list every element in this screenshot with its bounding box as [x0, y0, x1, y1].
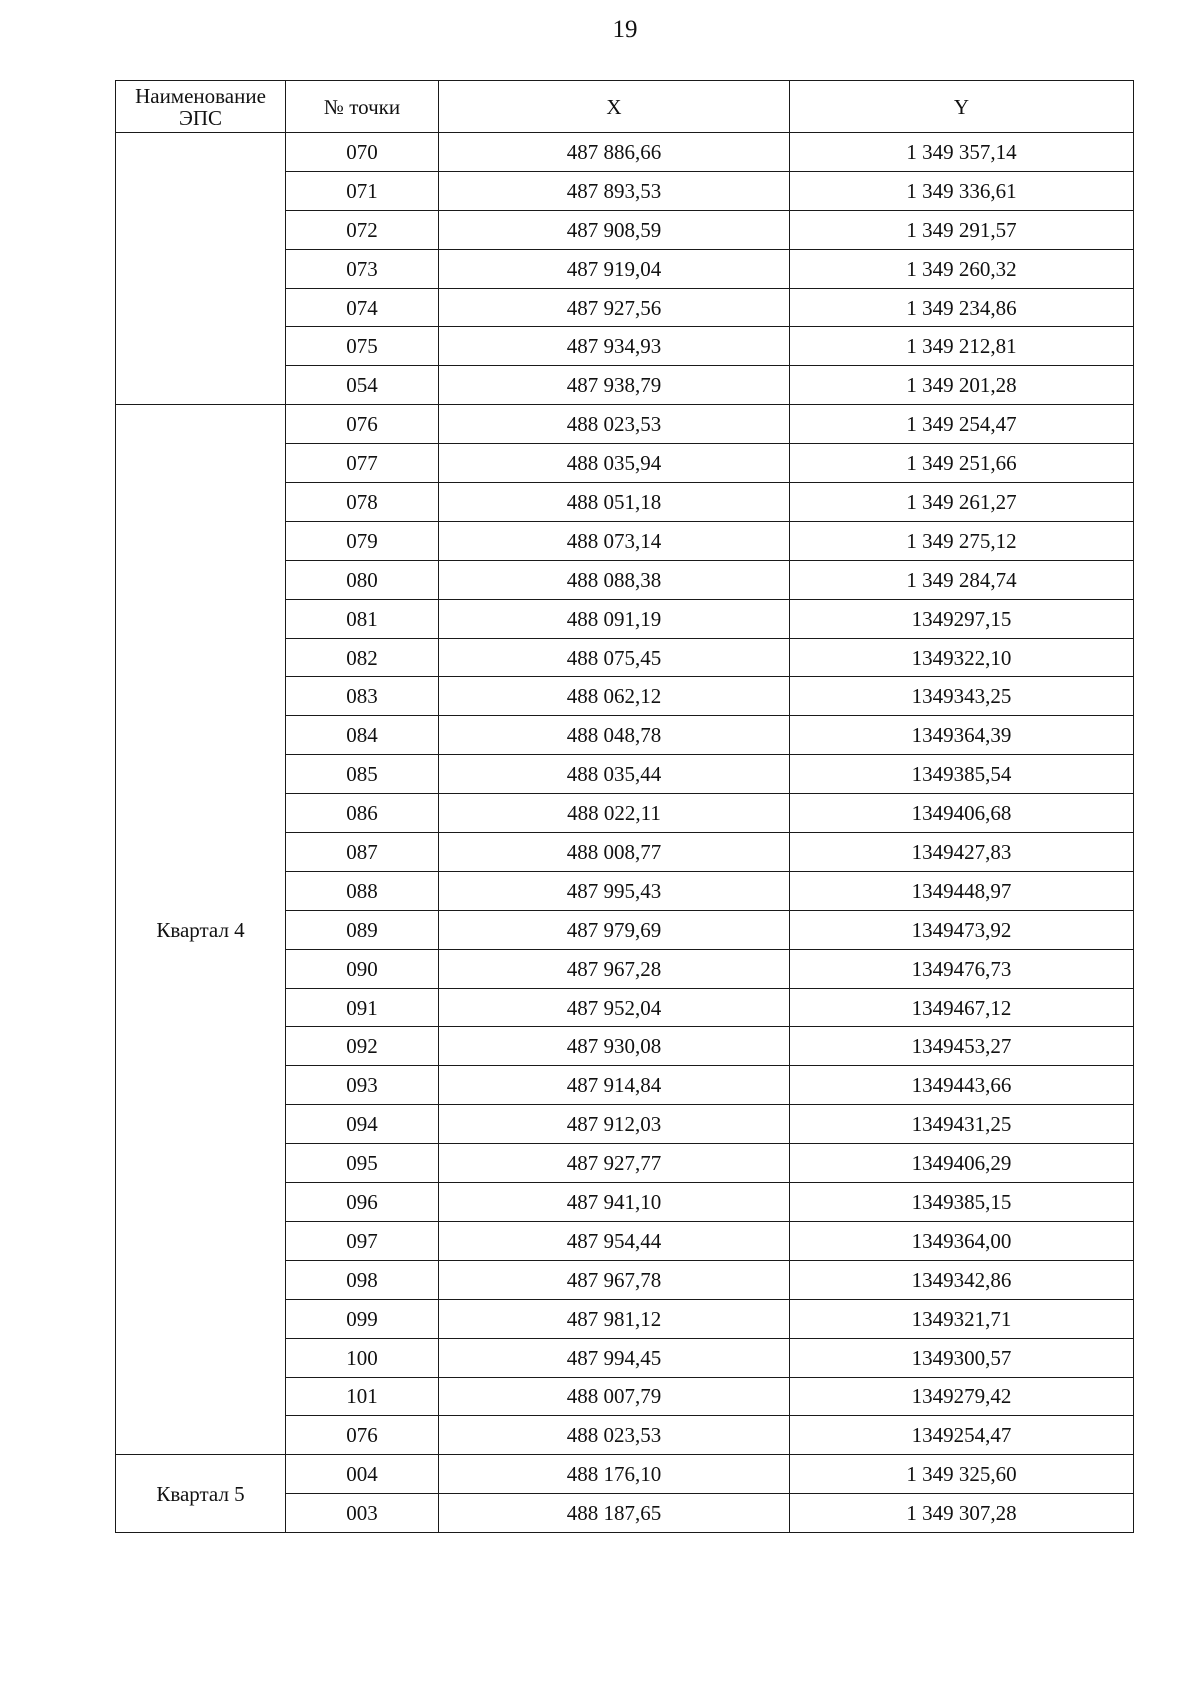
- table-row: [116, 133, 1134, 172]
- page-number: 19: [612, 16, 638, 43]
- point-number-cell: 074: [286, 288, 439, 327]
- y-coordinate-cell: 1 349 291,57: [790, 210, 1134, 249]
- point-number-cell: 090: [286, 949, 439, 988]
- x-coordinate-cell: 488 023,53: [439, 405, 790, 444]
- point-number-cell: 095: [286, 1144, 439, 1183]
- y-coordinate-cell: 1349364,39: [790, 716, 1134, 755]
- header-y: Y: [790, 81, 1134, 133]
- point-number-cell: 085: [286, 755, 439, 794]
- y-coordinate-cell: 1349254,47: [790, 1416, 1134, 1455]
- point-number-cell: 091: [286, 988, 439, 1027]
- x-coordinate-cell: 487 994,45: [439, 1338, 790, 1377]
- y-coordinate-cell: 1 349 307,28: [790, 1494, 1134, 1533]
- coordinates-table: [115, 80, 1134, 1533]
- header-point-number: № точки: [286, 81, 439, 133]
- y-coordinate-cell: 1349453,27: [790, 1027, 1134, 1066]
- x-coordinate-cell: 487 954,44: [439, 1221, 790, 1260]
- table-row: [116, 405, 1134, 444]
- eps-name-cell: Квартал 5: [116, 1455, 286, 1533]
- point-number-cell: 083: [286, 677, 439, 716]
- y-coordinate-cell: 1 349 212,81: [790, 327, 1134, 366]
- point-number-cell: 079: [286, 521, 439, 560]
- point-number-cell: 101: [286, 1377, 439, 1416]
- x-coordinate-cell: 487 908,59: [439, 210, 790, 249]
- header-x: X: [439, 81, 790, 133]
- y-coordinate-cell: 1349385,15: [790, 1183, 1134, 1222]
- point-number-cell: 075: [286, 327, 439, 366]
- y-coordinate-cell: 1349431,25: [790, 1105, 1134, 1144]
- header-eps-name-line1: Наименование: [135, 83, 266, 108]
- y-coordinate-cell: 1 349 260,32: [790, 249, 1134, 288]
- x-coordinate-cell: 487 886,66: [439, 133, 790, 172]
- point-number-cell: 099: [286, 1299, 439, 1338]
- x-coordinate-cell: 488 022,11: [439, 794, 790, 833]
- point-number-cell: 071: [286, 171, 439, 210]
- y-coordinate-cell: 1349297,15: [790, 599, 1134, 638]
- y-coordinate-cell: 1 349 275,12: [790, 521, 1134, 560]
- x-coordinate-cell: 488 176,10: [439, 1455, 790, 1494]
- point-number-cell: 084: [286, 716, 439, 755]
- x-coordinate-cell: 488 062,12: [439, 677, 790, 716]
- table-row: [116, 1455, 1134, 1494]
- x-coordinate-cell: 487 952,04: [439, 988, 790, 1027]
- x-coordinate-cell: 488 008,77: [439, 833, 790, 872]
- eps-name-cell: Квартал 4: [116, 405, 286, 1455]
- x-coordinate-cell: 487 938,79: [439, 366, 790, 405]
- x-coordinate-cell: 488 073,14: [439, 521, 790, 560]
- y-coordinate-cell: 1 349 261,27: [790, 483, 1134, 522]
- point-number-cell: 089: [286, 910, 439, 949]
- x-coordinate-cell: 488 023,53: [439, 1416, 790, 1455]
- point-number-cell: 100: [286, 1338, 439, 1377]
- point-number-cell: 004: [286, 1455, 439, 1494]
- point-number-cell: 098: [286, 1260, 439, 1299]
- y-coordinate-cell: 1 349 325,60: [790, 1455, 1134, 1494]
- x-coordinate-cell: 487 914,84: [439, 1066, 790, 1105]
- point-number-cell: 070: [286, 133, 439, 172]
- point-number-cell: 072: [286, 210, 439, 249]
- point-number-cell: 054: [286, 366, 439, 405]
- x-coordinate-cell: 487 934,93: [439, 327, 790, 366]
- x-coordinate-cell: 488 007,79: [439, 1377, 790, 1416]
- point-number-cell: 080: [286, 560, 439, 599]
- eps-name-cell: [116, 133, 286, 405]
- y-coordinate-cell: 1349406,68: [790, 794, 1134, 833]
- y-coordinate-cell: 1349300,57: [790, 1338, 1134, 1377]
- point-number-cell: 086: [286, 794, 439, 833]
- y-coordinate-cell: 1 349 357,14: [790, 133, 1134, 172]
- x-coordinate-cell: 488 051,18: [439, 483, 790, 522]
- y-coordinate-cell: 1349473,92: [790, 910, 1134, 949]
- point-number-cell: 078: [286, 483, 439, 522]
- point-number-cell: 076: [286, 1416, 439, 1455]
- x-coordinate-cell: 487 967,78: [439, 1260, 790, 1299]
- x-coordinate-cell: 488 035,94: [439, 444, 790, 483]
- x-coordinate-cell: 488 088,38: [439, 560, 790, 599]
- x-coordinate-cell: 487 927,77: [439, 1144, 790, 1183]
- y-coordinate-cell: 1349406,29: [790, 1144, 1134, 1183]
- point-number-cell: 088: [286, 871, 439, 910]
- y-coordinate-cell: 1349279,42: [790, 1377, 1134, 1416]
- x-coordinate-cell: 487 941,10: [439, 1183, 790, 1222]
- point-number-cell: 082: [286, 638, 439, 677]
- x-coordinate-cell: 487 981,12: [439, 1299, 790, 1338]
- x-coordinate-cell: 487 927,56: [439, 288, 790, 327]
- point-number-cell: 093: [286, 1066, 439, 1105]
- x-coordinate-cell: 487 995,43: [439, 871, 790, 910]
- x-coordinate-cell: 487 967,28: [439, 949, 790, 988]
- y-coordinate-cell: 1349467,12: [790, 988, 1134, 1027]
- table-header-row: [116, 81, 1134, 133]
- y-coordinate-cell: 1349322,10: [790, 638, 1134, 677]
- x-coordinate-cell: 487 979,69: [439, 910, 790, 949]
- y-coordinate-cell: 1349443,66: [790, 1066, 1134, 1105]
- y-coordinate-cell: 1 349 284,74: [790, 560, 1134, 599]
- y-coordinate-cell: 1349321,71: [790, 1299, 1134, 1338]
- y-coordinate-cell: 1 349 251,66: [790, 444, 1134, 483]
- y-coordinate-cell: 1349427,83: [790, 833, 1134, 872]
- y-coordinate-cell: 1349343,25: [790, 677, 1134, 716]
- x-coordinate-cell: 488 187,65: [439, 1494, 790, 1533]
- x-coordinate-cell: 488 091,19: [439, 599, 790, 638]
- y-coordinate-cell: 1 349 201,28: [790, 366, 1134, 405]
- x-coordinate-cell: 487 912,03: [439, 1105, 790, 1144]
- x-coordinate-cell: 488 035,44: [439, 755, 790, 794]
- point-number-cell: 073: [286, 249, 439, 288]
- point-number-cell: 003: [286, 1494, 439, 1533]
- x-coordinate-cell: 487 919,04: [439, 249, 790, 288]
- y-coordinate-cell: 1349448,97: [790, 871, 1134, 910]
- header-eps-name-line2: ЭПС: [178, 105, 223, 130]
- y-coordinate-cell: 1349476,73: [790, 949, 1134, 988]
- header-eps-name: [116, 81, 286, 133]
- point-number-cell: 076: [286, 405, 439, 444]
- y-coordinate-cell: 1 349 234,86: [790, 288, 1134, 327]
- y-coordinate-cell: 1349342,86: [790, 1260, 1134, 1299]
- x-coordinate-cell: 488 075,45: [439, 638, 790, 677]
- point-number-cell: 096: [286, 1183, 439, 1222]
- y-coordinate-cell: 1 349 336,61: [790, 171, 1134, 210]
- x-coordinate-cell: 487 893,53: [439, 171, 790, 210]
- y-coordinate-cell: 1 349 254,47: [790, 405, 1134, 444]
- point-number-cell: 087: [286, 833, 439, 872]
- point-number-cell: 081: [286, 599, 439, 638]
- x-coordinate-cell: 487 930,08: [439, 1027, 790, 1066]
- x-coordinate-cell: 488 048,78: [439, 716, 790, 755]
- y-coordinate-cell: 1349385,54: [790, 755, 1134, 794]
- table-body: [116, 133, 1134, 1533]
- point-number-cell: 092: [286, 1027, 439, 1066]
- point-number-cell: 077: [286, 444, 439, 483]
- point-number-cell: 094: [286, 1105, 439, 1144]
- y-coordinate-cell: 1349364,00: [790, 1221, 1134, 1260]
- point-number-cell: 097: [286, 1221, 439, 1260]
